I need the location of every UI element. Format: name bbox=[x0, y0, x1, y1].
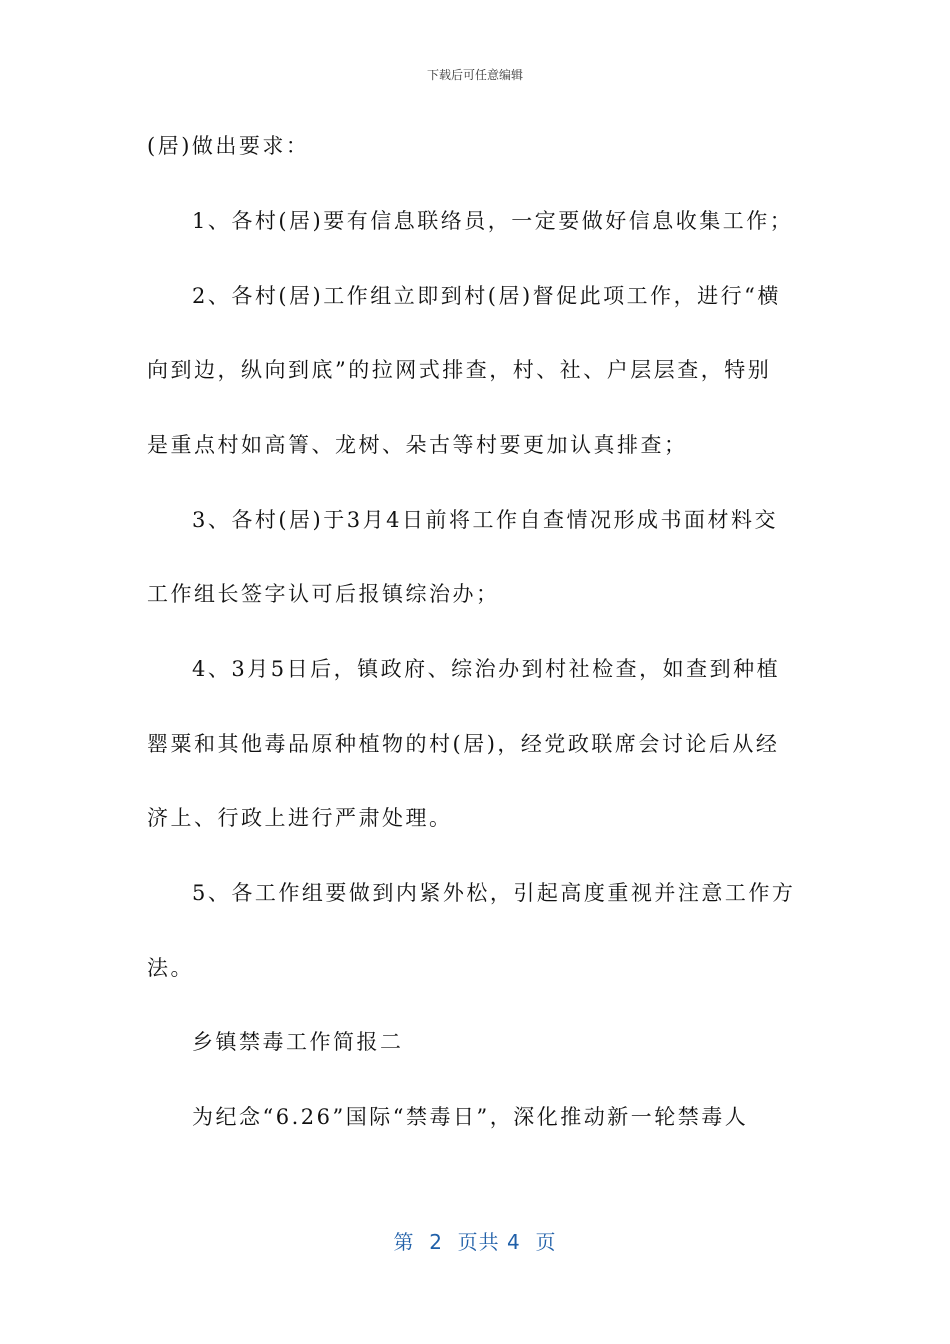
text-line-5: 是重点村如高箐、龙树、朵古等村要更加认真排查； bbox=[147, 433, 688, 457]
text-line-2: 1、各村(居)要有信息联络员，一定要做好信息收集工作； bbox=[192, 209, 794, 233]
text-line-8: 4、3月5日后，镇政府、综治办到村社检查，如查到种植 bbox=[192, 657, 781, 681]
text-line-3: 2、各村(居)工作组立即到村(居)督促此项工作，进行“横 bbox=[192, 284, 781, 308]
text-line-14: 为纪念“6.26”国际“禁毒日”，深化推动新一轮禁毒人 bbox=[192, 1105, 749, 1129]
text-line-7: 工作组长签字认可后报镇综治办； bbox=[147, 582, 500, 606]
text-line-4: 向到边，纵向到底”的拉网式排查，村、社、户层层查，特别 bbox=[147, 358, 772, 382]
text-line-1: (居)做出要求： bbox=[147, 134, 310, 158]
text-line-9: 罂粟和其他毒品原种植物的村(居)，经党政联席会讨论后从经 bbox=[147, 732, 780, 756]
section-heading: 乡镇禁毒工作简报二 bbox=[192, 1030, 404, 1054]
page-header-note: 下载后可任意编辑 bbox=[426, 68, 523, 82]
text-line-12: 法。 bbox=[147, 956, 194, 980]
text-line-6: 3、各村(居)于3月4日前将工作自查情况形成书面材料交 bbox=[192, 508, 778, 532]
text-line-11: 5、各工作组要做到内紧外松，引起高度重视并注意工作方 bbox=[192, 881, 796, 905]
text-line-10: 济上、行政上进行严肃处理。 bbox=[147, 806, 453, 830]
page-number-footer: 第 2 页共 4 页 bbox=[393, 1230, 557, 1254]
